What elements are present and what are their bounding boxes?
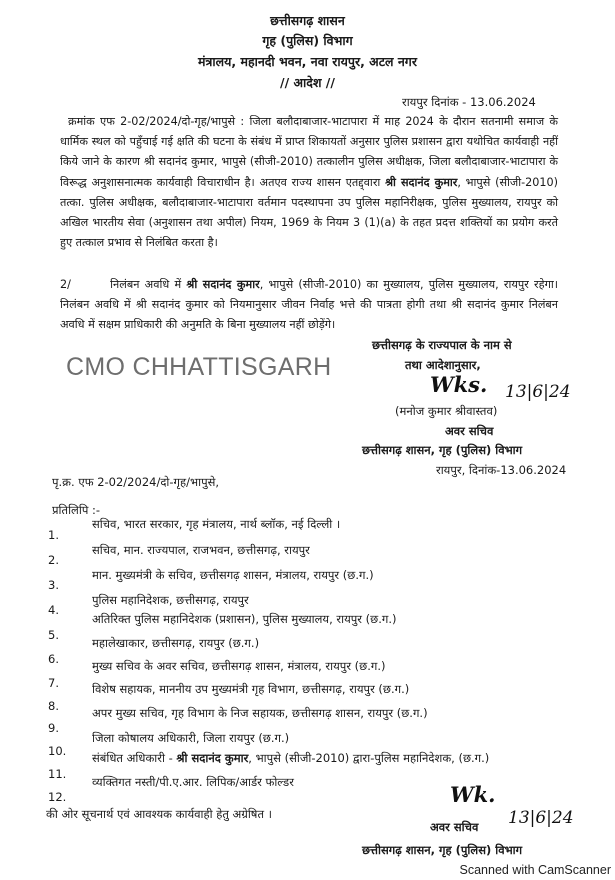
- list-item-number: 3.: [48, 578, 59, 592]
- list-item-number: 7.: [48, 676, 59, 690]
- copy-heading: प्रतिलिपि :-: [52, 503, 101, 517]
- signatory-2-department: छत्तीसगढ़ शासन, गृह (पुलिस) विभाग: [362, 843, 523, 857]
- list-item-number: 2.: [48, 553, 59, 567]
- header-address: मंत्रालय, महानदी भवन, नवा रायपुर, अटल नगर: [198, 54, 417, 69]
- authority-line-1: छत्तीसगढ़ के राज्यपाल के नाम से: [372, 338, 512, 352]
- list-item-text: विशेष सहायक, माननीय उप मुख्यमंत्री गृह विभाग, छत्तीसगढ़, रायपुर (छ.ग.): [92, 682, 410, 696]
- closing-line: की ओर सूचनार्थ एवं आवश्यक कार्यवाही हेतु अग्रेषित ।: [46, 807, 273, 821]
- signature-2-date: 13|6|24: [508, 808, 574, 828]
- list-item-text: सचिव, भारत सरकार, गृह मंत्रालय, नार्थ ब्लॉक, नई दिल्ली ।: [92, 517, 341, 531]
- list-item-number: 12.: [48, 790, 67, 804]
- signatory-designation: अवर सचिव: [445, 424, 494, 438]
- list-item-text-pre: संबंधित अधिकारी -: [92, 751, 177, 765]
- para1-text-b: , भापुसे (सीजी-2010) तत्का. पुलिस अधीक्षक, बलौदाबाजार-भाटापारा वर्तमान पदस्थापना उप पुलिस महानिरीक्षक, पुलिस मुख्यालय, रायपुर को अखिल भारतीय सेवा (अनुशासन तथा अपील) नियम, 1969 के नियम 3 (1)(a) के तहत प्रदत्त शक्तियों का प्रयोग करते हुए तत्काल प्रभाव से निलंबित करता है।: [60, 175, 558, 250]
- camscanner-footer: Scanned with CamScanner: [459, 863, 611, 877]
- list-item-text: अपर मुख्य सचिव, गृह विभाग के निज सहायक, छत्तीसगढ़ शासन, रायपुर (छ.ग.): [92, 706, 428, 720]
- list-item-officer-name: श्री सदानंद कुमार: [176, 751, 249, 765]
- header-department: गृह (पुलिस) विभाग: [262, 33, 353, 48]
- list-item-number: 6.: [48, 652, 59, 666]
- order-date: रायपुर दिनांक - 13.06.2024: [402, 95, 536, 109]
- signatory-name: (मनोज कुमार श्रीवास्तव): [395, 404, 498, 418]
- signature-2: Wk.: [450, 782, 496, 807]
- signatory-place-date: रायपुर, दिनांक-13.06.2024: [436, 463, 567, 477]
- list-item-text: सचिव, मान. राज्यपाल, राजभवन, छत्तीसगढ़, रायपुर: [92, 543, 310, 557]
- list-item-number: 11.: [48, 767, 67, 781]
- list-item-text: मुख्य सचिव के अवर सचिव, छत्तीसगढ़ शासन, मंत्रालय, रायपुर (छ.ग.): [92, 659, 386, 673]
- para1-text-a: क्रमांक एफ 2-02/2024/दो-गृह/भापुसे : जिला बलौदाबाजार-भाटापारा में माह 2024 के दौरान सतनामी समाज के धार्मिक स्थल को पहुँचाई गई क्षति की घटना के संबंध में प्राप्त शिकायतों अनुसार पुलिस प्रशासन द्वारा यथोचित कार्यवाही नहीं किये जाने के कारण श्री सदानंद कुमार, भापुसे (सीजी-2010) तत्कालीन पुलिस अधीक्षक, जिला बलौदाबाजार-भाटापारा के विरूद्ध अनुशासनात्मक कार्यवाही विचाराधीन है। अतएव राज्य शासन एतद्द्वारा: [60, 115, 558, 189]
- list-item-text: अतिरिक्त पुलिस महानिदेशक (प्रशासन), पुलिस मुख्यालय, रायपुर (छ.ग.): [92, 612, 397, 626]
- list-item-text: व्यक्तिगत नस्ती/पी.ए.आर. लिपिक/आर्डर फोल्डर: [92, 775, 294, 789]
- para2-number: 2/: [60, 278, 71, 291]
- list-item-text: मान. मुख्यमंत्री के सचिव, छत्तीसगढ़ शासन, मंत्रालय, रायपुर (छ.ग.): [92, 568, 374, 582]
- authority-line-2: तथा आदेशानुसार,: [405, 358, 481, 372]
- list-item-text: जिला कोषालय अधिकारी, जिला रायपुर (छ.ग.): [92, 731, 290, 745]
- signature-1: Wks.: [430, 372, 488, 397]
- para1-officer-name: श्री सदानंद कुमार: [385, 175, 458, 189]
- list-item-text: महालेखाकार, छत्तीसगढ़, रायपुर (छ.ग.): [92, 636, 260, 650]
- order-paragraph-2: [60, 275, 558, 336]
- signature-1-date: 13|6|24: [505, 382, 571, 402]
- list-item-number: 10.: [48, 744, 67, 758]
- signatory-department: छत्तीसगढ़ शासन, गृह (पुलिस) विभाग: [362, 443, 523, 457]
- list-item-text: [92, 751, 489, 766]
- list-item-number: 9.: [48, 721, 59, 735]
- list-item-text-post: , भापुसे (सीजी-2010) द्वारा-पुलिस महानिदेशक, (छ.ग.): [248, 751, 490, 765]
- header-government: छत्तीसगढ़ शासन: [270, 13, 345, 28]
- signatory-2-designation: अवर सचिव: [430, 820, 479, 834]
- list-item-text: पुलिस महानिदेशक, छत्तीसगढ़, रायपुर: [92, 593, 249, 607]
- para2-text-b: , भापुसे (सीजी-2010) का मुख्यालय, पुलिस मुख्यालय, रायपुर रहेगा। निलंबन अवधि में श्री सदानंद कुमार को नियमानुसार जीवन निर्वाह भत्ते की पात्रता होगी तथा श्री सदानंद कुमार निलंबन अवधि में सक्षम प्राधिकारी की अनुमति के बिना मुख्यालय नहीं छोड़ेंगे।: [60, 278, 559, 332]
- para2-officer-name: श्री सदानंद कुमार: [186, 278, 260, 291]
- list-item-number: 4.: [48, 603, 59, 617]
- watermark-text: CMO CHHATTISGARH: [66, 353, 332, 381]
- para2-text-a: निलंबन अवधि में: [110, 278, 182, 291]
- list-item-number: 1.: [48, 528, 59, 542]
- header-order-title: // आदेश //: [280, 75, 335, 90]
- endorsement-reference: पृ.क्र. एफ 2-02/2024/दो-गृह/भापुसे,: [52, 475, 220, 489]
- list-item-number: 8.: [48, 699, 59, 713]
- list-item-number: 5.: [48, 628, 59, 642]
- order-paragraph-1: [60, 112, 558, 253]
